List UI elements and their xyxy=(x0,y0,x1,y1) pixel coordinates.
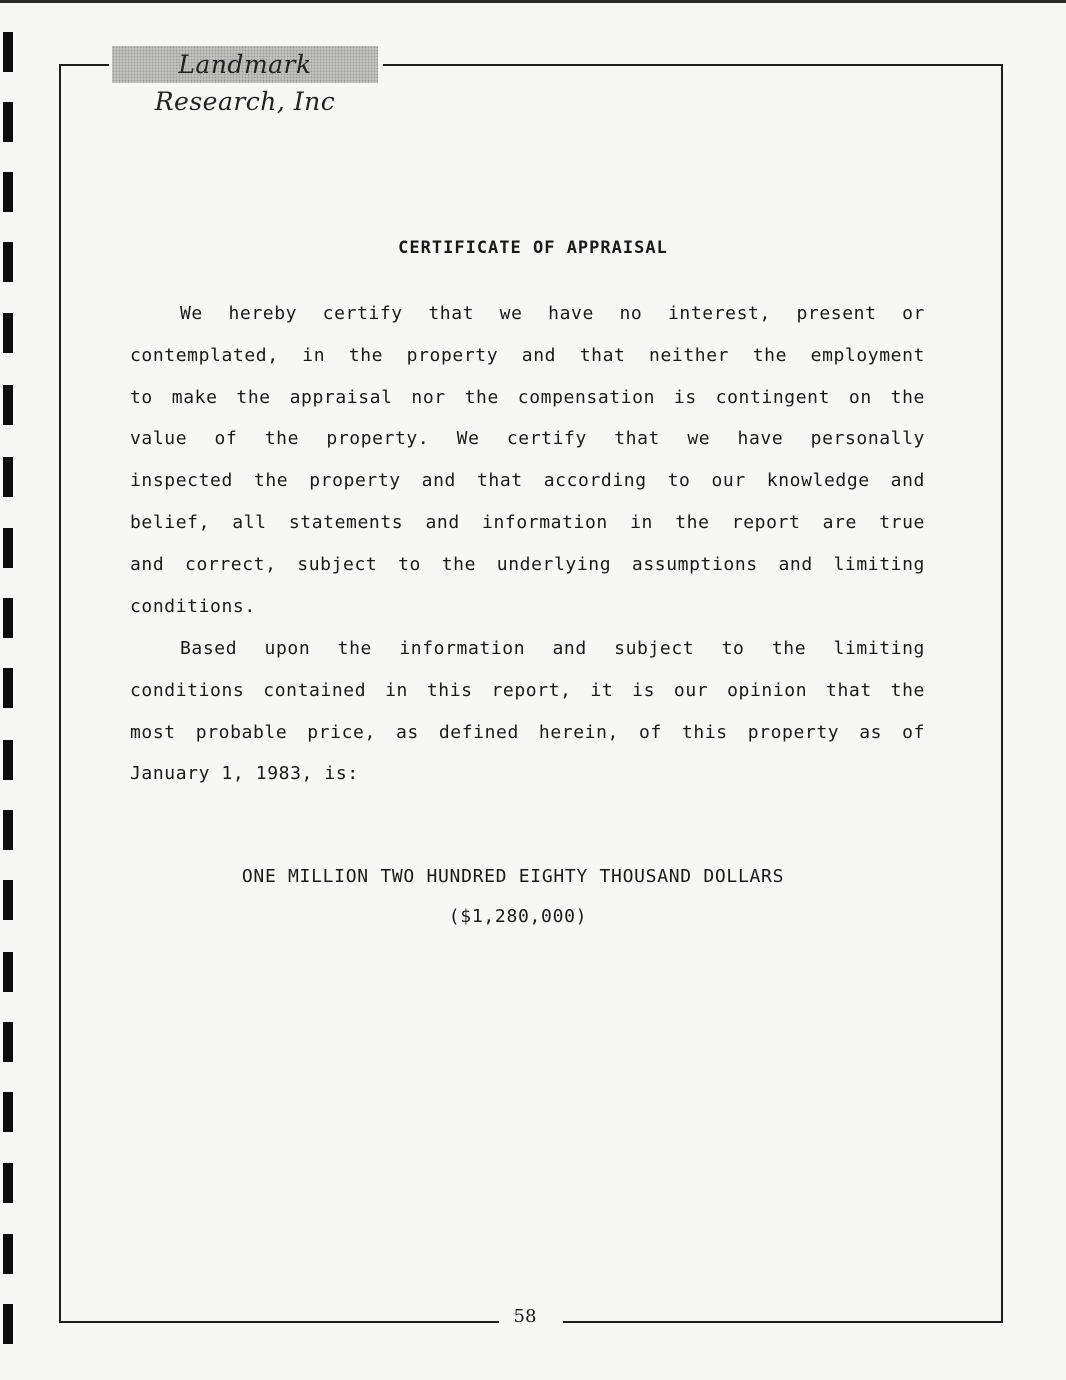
paragraph-line: We hereby certify that we have no interest, present or xyxy=(180,303,925,324)
binding-mark xyxy=(3,528,13,568)
binding-mark xyxy=(3,668,13,708)
binding-mark xyxy=(3,1304,13,1344)
page-number: 58 xyxy=(513,1306,537,1327)
binding-mark xyxy=(3,740,13,780)
binding-mark xyxy=(3,1022,13,1062)
opinion-paragraph xyxy=(130,628,925,795)
paragraph-line: contemplated, in the property and that neither the employment xyxy=(130,344,925,366)
binding-mark xyxy=(3,1234,13,1274)
paragraph-line: Based upon the information and subject to the limiting xyxy=(180,638,925,659)
binding-mark xyxy=(3,32,13,72)
binding-mark xyxy=(3,457,13,497)
frame-border-top xyxy=(59,64,109,66)
binding-mark xyxy=(3,385,13,425)
binding-strip xyxy=(0,0,16,1380)
paragraph-line: conditions contained in this report, it is our opinion that the xyxy=(130,679,925,701)
frame-border-top xyxy=(383,64,1003,66)
binding-mark xyxy=(3,1163,13,1203)
paragraph-line: most probable price, as defined herein, of this property as of xyxy=(130,721,925,743)
frame-border-bottom xyxy=(563,1321,1003,1323)
binding-mark xyxy=(3,952,13,992)
paragraph-line: belief, all statements and information in the report are true xyxy=(130,511,925,533)
paragraph-line: conditions. xyxy=(130,595,256,617)
appraised-value-words: ONE MILLION TWO HUNDRED EIGHTY THOUSAND DOLLARS xyxy=(241,866,785,887)
appraised-value-figure: ($1,280,000) xyxy=(448,906,588,927)
binding-mark xyxy=(3,102,13,142)
binding-mark xyxy=(3,172,13,212)
paragraph-line: to make the appraisal nor the compensation is contingent on the xyxy=(130,386,925,408)
page-top-edge xyxy=(0,0,1066,3)
company-logo: Landmark Research, Inc xyxy=(112,46,378,83)
paragraph-line: value of the property. We certify that we have personally xyxy=(130,428,925,450)
paragraph-line: January 1, 1983, is: xyxy=(130,763,359,785)
paragraph-line: and correct, subject to the underlying assumptions and limiting xyxy=(130,553,925,575)
binding-mark xyxy=(3,810,13,850)
frame-border-bottom xyxy=(59,1321,499,1323)
binding-mark xyxy=(3,313,13,353)
certification-paragraph xyxy=(130,293,925,627)
binding-mark xyxy=(3,1092,13,1132)
paragraph-line: inspected the property and that according to our knowledge and xyxy=(130,470,925,492)
page-title: CERTIFICATE OF APPRAISAL xyxy=(398,238,668,258)
binding-mark xyxy=(3,598,13,638)
